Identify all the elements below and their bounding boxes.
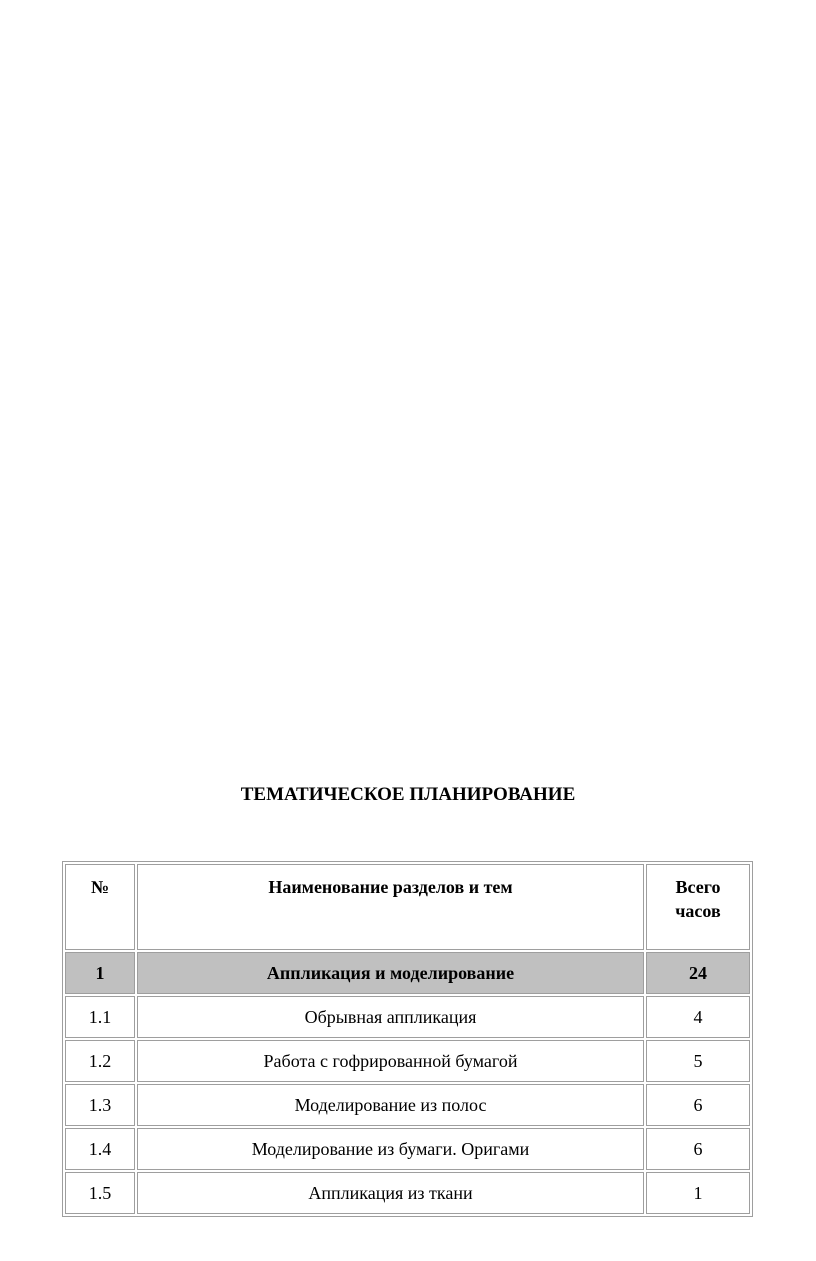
header-hours: Всего часов [646, 864, 750, 950]
row-number: 1.3 [65, 1084, 135, 1126]
table-row [65, 1040, 750, 1082]
row-number: 1.5 [65, 1172, 135, 1214]
thematic-plan-table [62, 861, 753, 1217]
table-row [65, 1084, 750, 1126]
section-row [65, 952, 750, 994]
row-hours: 4 [646, 996, 750, 1038]
row-number: 1.1 [65, 996, 135, 1038]
row-number: 1.4 [65, 1128, 135, 1170]
row-name: Работа с гофрированной бумагой [137, 1040, 644, 1082]
header-name: Наименование разделов и тем [137, 864, 644, 950]
table-header-row [65, 864, 750, 950]
row-hours: 5 [646, 1040, 750, 1082]
header-number: № [65, 864, 135, 950]
section-name: Аппликация и моделирование [137, 952, 644, 994]
row-name: Аппликация из ткани [137, 1172, 644, 1214]
page-title: ТЕМАТИЧЕСКОЕ ПЛАНИРОВАНИЕ [240, 784, 576, 805]
row-number: 1.2 [65, 1040, 135, 1082]
row-hours: 1 [646, 1172, 750, 1214]
row-name: Моделирование из полос [137, 1084, 644, 1126]
section-hours: 24 [646, 952, 750, 994]
table-row [65, 1172, 750, 1214]
section-number: 1 [65, 952, 135, 994]
table-row [65, 996, 750, 1038]
row-hours: 6 [646, 1084, 750, 1126]
row-hours: 6 [646, 1128, 750, 1170]
row-name: Моделирование из бумаги. Оригами [137, 1128, 644, 1170]
row-name: Обрывная аппликация [137, 996, 644, 1038]
table-row [65, 1128, 750, 1170]
